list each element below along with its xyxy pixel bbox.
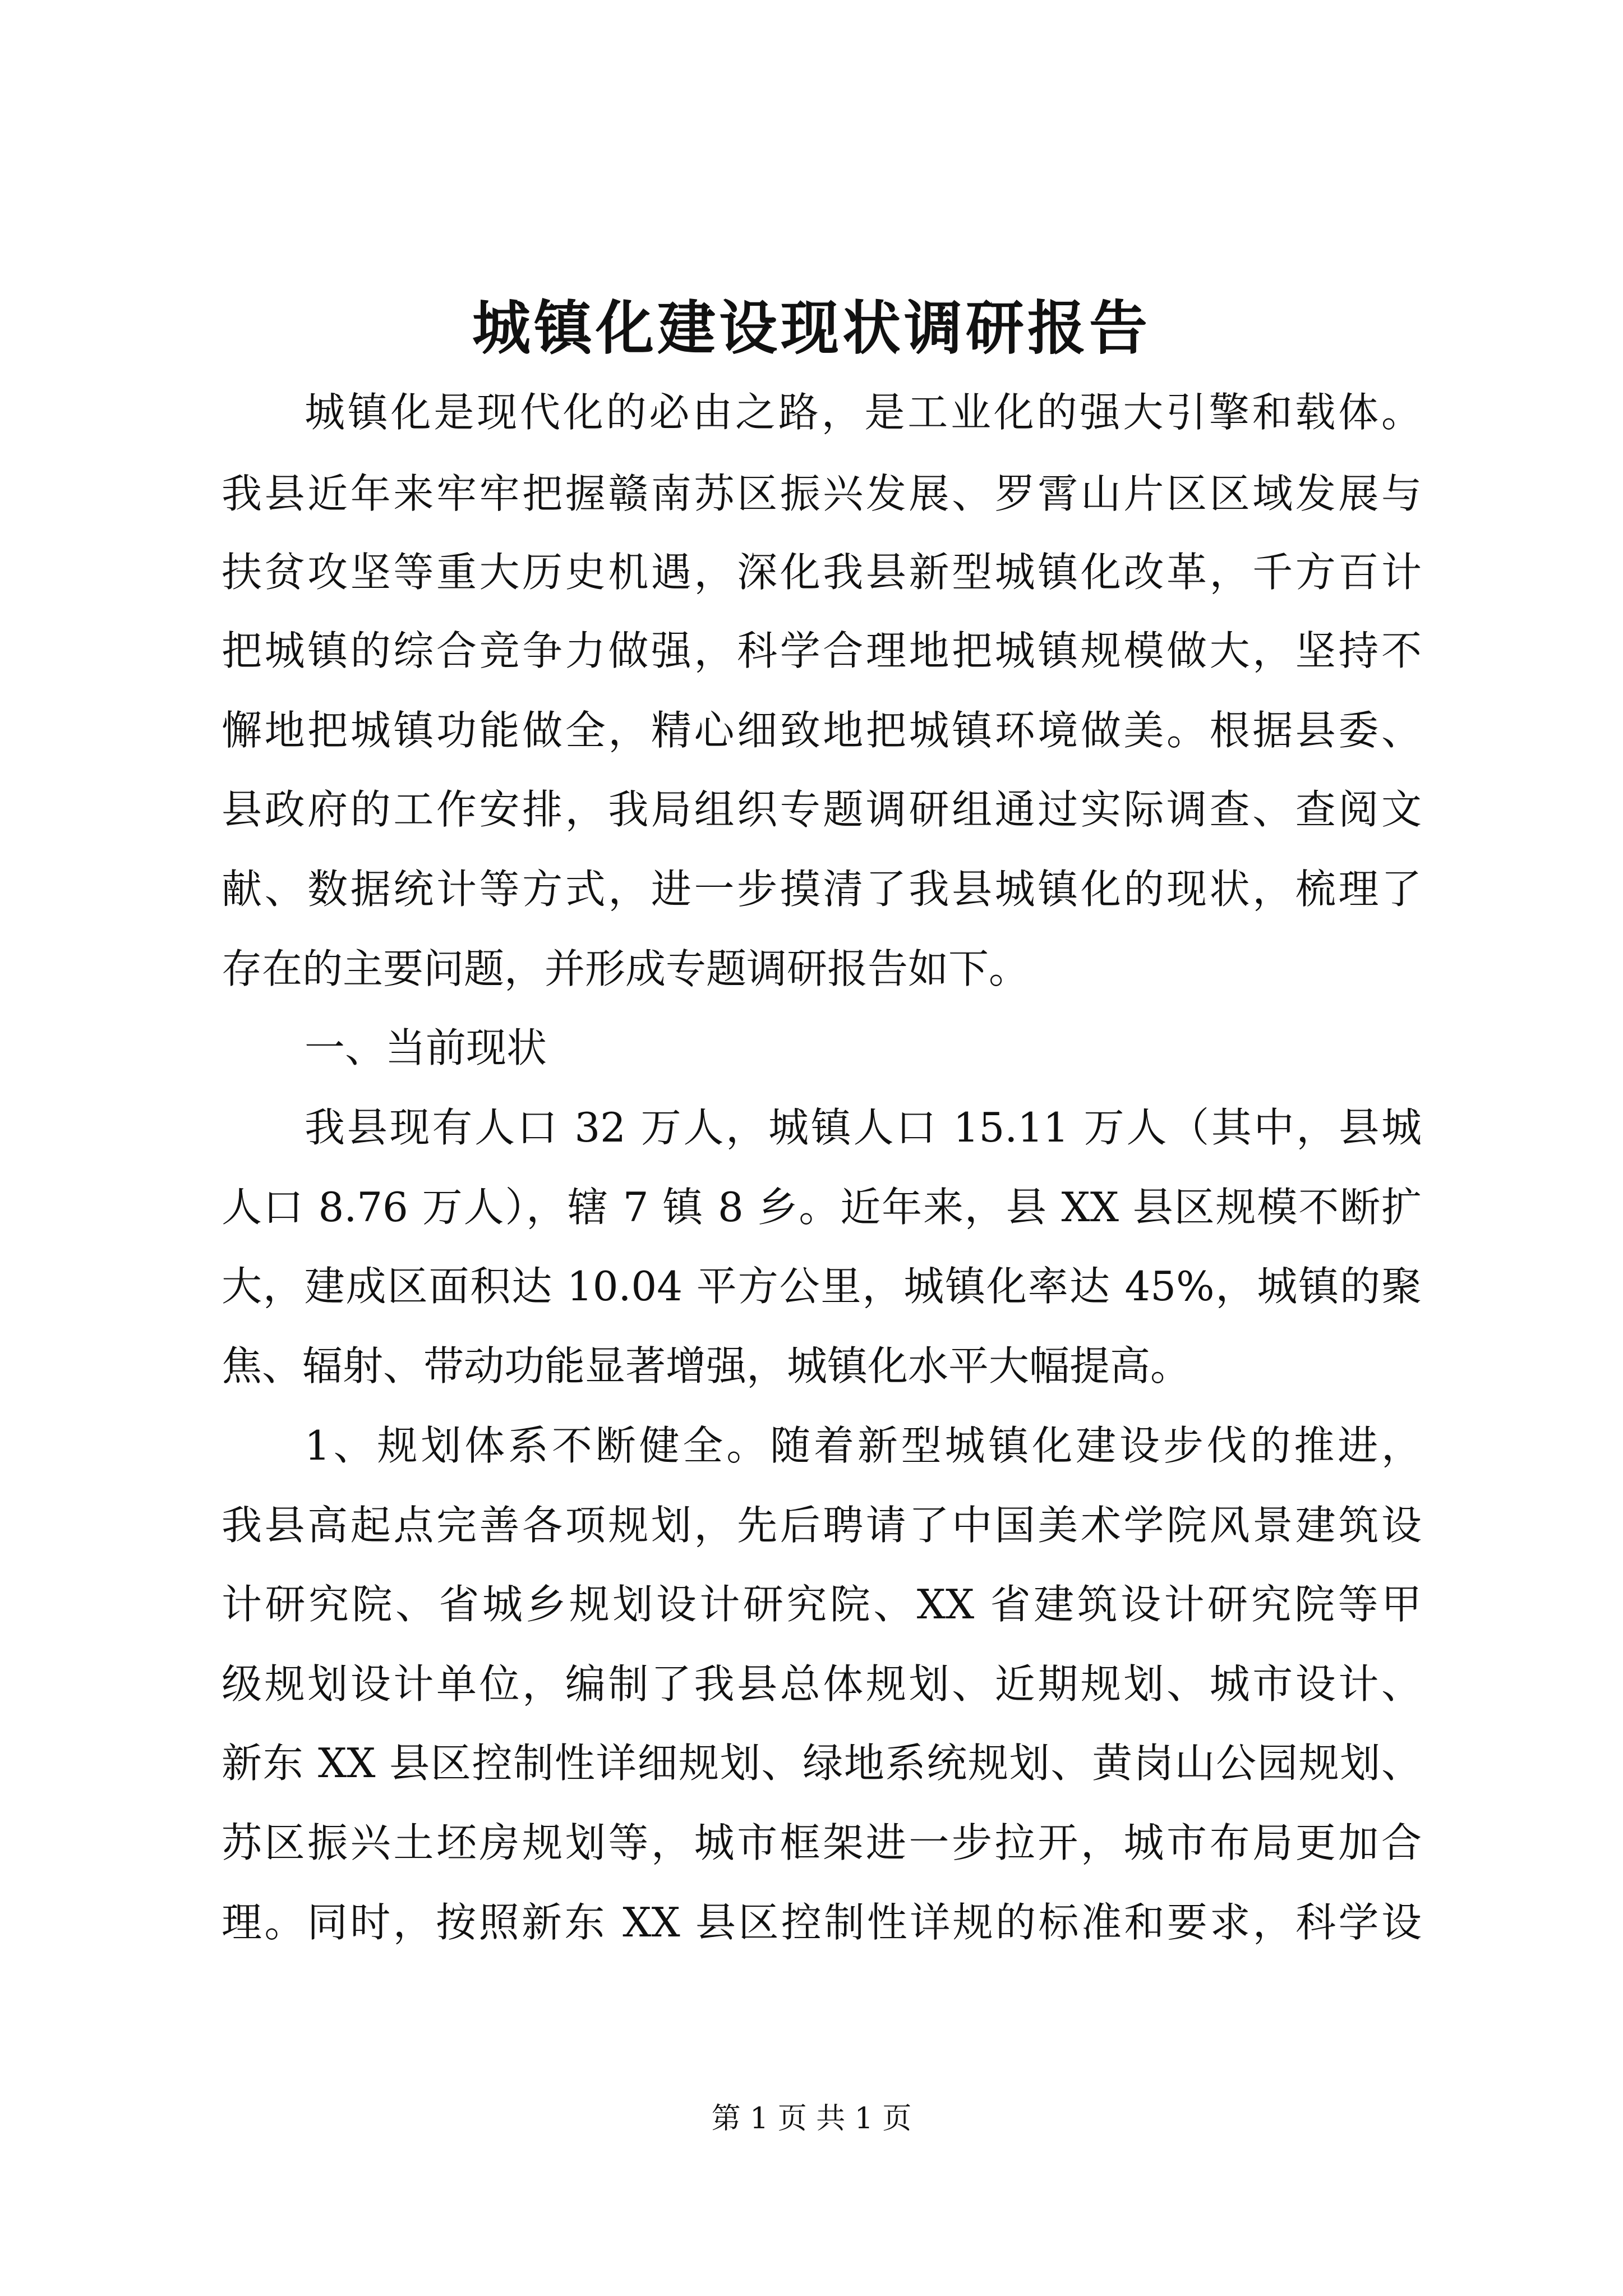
body-line-19: 苏区振兴土坯房规划等，城市框架进一步拉开，城市布局更加合 xyxy=(222,1819,1422,1866)
body-line-20: 理。同时，按照新东 XX 县区控制性详规的标准和要求，科学设 xyxy=(222,1899,1422,1946)
body-line-17: 级规划设计单位，编制了我县总体规划、近期规划、城市设计、 xyxy=(222,1660,1422,1708)
body-line-11: 人口 8.76 万人），辖 7 镇 8 乡。近年来，县 XX 县区规模不断扩 xyxy=(222,1184,1422,1231)
body-line-14: 1、规划体系不断健全。随着新型城镇化建设步伐的推进， xyxy=(305,1422,1422,1469)
body-line-6: 县政府的工作安排，我局组织专题调研组通过实际调查、查阅文 xyxy=(222,786,1422,833)
body-line-2: 我县近年来牢牢把握赣南苏区振兴发展、罗霄山片区区域发展与 xyxy=(222,470,1422,517)
body-line-10: 我县现有人口 32 万人，城镇人口 15.11 万人（其中，县城 xyxy=(305,1104,1422,1151)
document-title: 城镇化建设现状调研报告 xyxy=(472,293,1151,362)
body-line-16: 计研究院、省城乡规划设计研究院、XX 省建筑设计研究院等甲 xyxy=(222,1581,1422,1628)
body-line-4: 把城镇的综合竞争力做强，科学合理地把城镇规模做大，坚持不 xyxy=(222,627,1422,674)
body-line-7: 献、数据统计等方式，进一步摸清了我县城镇化的现状，梳理了 xyxy=(222,866,1422,913)
body-line-15: 我县高起点完善各项规划，先后聘请了中国美术学院风景建筑设 xyxy=(222,1502,1422,1549)
body-line-12: 大，建成区面积达 10.04 平方公里，城镇化率达 45%，城镇的聚 xyxy=(222,1263,1422,1310)
page-number-footer: 第 1 页 共 1 页 xyxy=(711,2102,912,2136)
body-line-5: 懈地把城镇功能做全，精心细致地把城镇环境做美。根据县委、 xyxy=(222,707,1422,754)
body-line-18: 新东 XX 县区控制性详细规划、绿地系统规划、黄岗山公园规划、 xyxy=(222,1740,1422,1787)
body-line-3: 扶贫攻坚等重大历史机遇，深化我县新型城镇化改革，千方百计 xyxy=(222,549,1422,596)
body-line-8: 存在的主要问题，并形成专题调研报告如下。 xyxy=(222,945,1030,992)
body-line-13: 焦、辐射、带动功能显著增强，城镇化水平大幅提高。 xyxy=(222,1342,1191,1389)
body-line-1: 城镇化是现代化的必由之路，是工业化的强大引擎和载体。 xyxy=(305,389,1422,436)
section-heading: 一、当前现状 xyxy=(305,1024,547,1071)
